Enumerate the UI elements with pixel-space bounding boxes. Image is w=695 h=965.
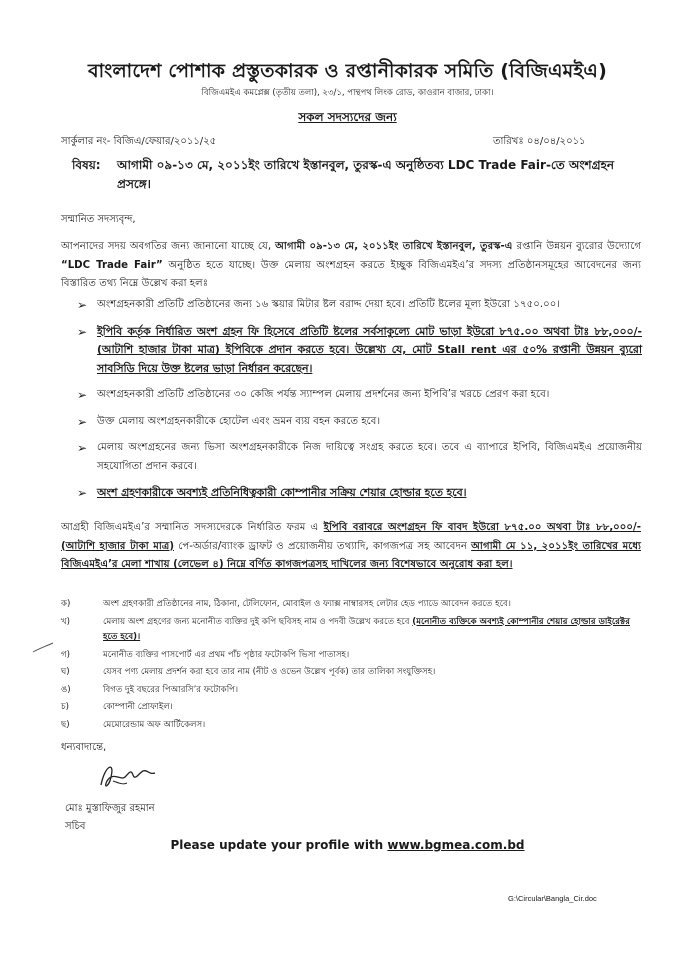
application-paragraph [61, 519, 641, 575]
item-marker: ঘ) [61, 667, 70, 677]
application-text-1: আগ্রহী বিজিএমইএ’র সম্মানিত সদস্যদেরকে নির্ধারিত ফরম এ [61, 522, 324, 533]
list-item [61, 683, 641, 699]
list-item [77, 484, 642, 503]
list-item [61, 597, 641, 613]
item-text: মেমোরেন্ডাম অফ আর্টিকেলস। [103, 719, 206, 730]
list-item [61, 648, 641, 664]
list-item-text: উক্ত মেলায় অংশগ্রহনকারীকে হোটেল এবং ভ্রমন ব্যয় বহন করতে হবে। [97, 415, 381, 427]
item-marker: খ) [61, 616, 70, 627]
arrow-bullet-icon: ➢ [77, 414, 88, 429]
application-fee: ইপিবি বরাবরে অংশগ্রহন ফি বাবদ ইউরো ৮৭৫.০০ অথবা টাঃ ৮৮,০০০/- (আটাশি হাজার টাকা মাত্র) [61, 522, 642, 552]
details-list [77, 296, 642, 511]
arrow-bullet-icon: ➢ [77, 486, 88, 500]
item-marker: ক) [61, 599, 71, 609]
intro-text-2: রপ্তানি উন্নয়ন ব্যুরোর উদ্যোগে [512, 241, 642, 252]
circular-date: তারিখঃ ০৪/০৪/২০১১ [493, 136, 586, 147]
list-item [77, 296, 642, 315]
closing-phrase: ধন্যবাদান্তে, [61, 742, 107, 753]
intro-event-name: “LDC Trade Fair” [61, 259, 163, 271]
intro-text-3: অনুষ্ঠিত হতে যাচ্ছে। উক্ত মেলায় অংশগ্রহন করতে ইচ্ছুক বিজিএমইএ’র সদস্য প্রতিষ্ঠানসমূহের আবেদনের জন্য বিস্তারিত তথ্য নিম্নে উল্লেখ করা হলঃ [61, 259, 642, 289]
list-item [77, 413, 642, 432]
list-item [61, 718, 641, 734]
list-item [61, 615, 641, 646]
item-text: মনোনীত ব্যক্তির পাসপোর্ট এর প্রথম পাঁচ পৃষ্ঠার ফটোকপি ভিসা পাতাসহ। [103, 649, 350, 660]
subject-label: বিষয়: [72, 158, 101, 172]
list-item [61, 700, 641, 716]
list-item-text: অংশ গ্রহণকারীকে অবশ্যই প্রতিনিধিত্বকারী কোম্পানীর সক্রিয় শেয়ার হোল্ডার হতে হবে। [97, 486, 467, 499]
audience-heading: সকল সদস্যদের জন্য [298, 110, 397, 124]
pen-mark-icon [32, 641, 54, 655]
intro-text-1: আপনাদের সদয় অবগতির জন্য জানানো যাচ্ছে যে, [61, 241, 276, 252]
item-text: বিগত দুই বছরের পিআরসি’র ফটোকপি। [103, 684, 239, 695]
intro-event-date: আগামী ০৯-১৩ মে, ২০১১ইং তারিখে ইস্তানবুল, তুরস্ক-এ [275, 241, 513, 252]
handwritten-signature-icon [93, 755, 163, 795]
organization-name: বাংলাদেশ পোশাক প্রস্তুতকারক ও রপ্তানীকারক সমিতি (বিজিএমইএ) [88, 60, 607, 82]
list-item [77, 439, 642, 476]
subject-text: আগামী ০৯-১৩ মে, ২০১১ইং তারিখে ইস্তানবুল, তুরস্ক-এ অনুষ্ঠিতব্য LDC Trade Fair-তে অংশগ্রহন প্রসঙ্গে। [117, 158, 615, 191]
footer-text: Please update your profile with [170, 838, 388, 852]
organization-address: বিজিএমইএ কমপ্লেক্স (তৃতীয় তলা), ২৩/১, পান্থপথ লিংক রোড, কাওরান বাজার, ঢাকা। [201, 88, 494, 98]
list-item [77, 386, 642, 405]
list-item-text: ইপিবি কর্তৃক নির্ধারিত অংশ গ্রহন ফি হিসেবে প্রতিটি ষ্টলের সর্বসাকুল্যে মোট ভাড়া ইউরো ৮৭৫.০০ অথবা টাঃ ৮৮,০০০/- (আটাশি হাজার টাকা মাত্র) ইপিবিকে প্রদান করতে হবে। উল্লেখ্য যে, মোট Stall rent এর ৫০% রপ্তানী উন্নয়ন ব্যুরো সাবসিডি দিয়ে উক্ত ষ্টলের ভাড়া নির্ধারন করেছেন। [97, 324, 642, 375]
arrow-bullet-icon: ➢ [77, 441, 88, 455]
arrow-bullet-icon: ➢ [77, 298, 88, 312]
circular-number: সার্কুলার নং- বিজিএ/ফেয়ার/২০১১/২৫ [61, 136, 217, 147]
intro-paragraph [61, 238, 641, 294]
item-text: অংশ গ্রহণকারী প্রতিষ্ঠানের নাম, ঠিকানা, টেলিফোন, মোবাইল ও ফ্যাক্স নাম্বারসহ লেটার হেড প্যাডে আবেদন করতে হবে। [103, 599, 511, 609]
file-path: G:\Circular\Bangla_Cir.doc [508, 894, 597, 903]
application-text-2: পে-অর্ডার/ব্যাংক ড্রাফট ও প্রয়োজনীয় তথ্যাদি, কাগজপত্র সহ আবেদন [173, 540, 472, 552]
item-marker: গ) [61, 649, 70, 660]
item-note: (মনোনীত ব্যক্তিকে অবশ্যই কোম্পানীর শেয়ার হোল্ডার ডাইরেক্টর হতে হবে)। [103, 616, 630, 642]
signatory [65, 800, 155, 836]
arrow-bullet-icon: ➢ [77, 324, 88, 339]
item-marker: ছ) [61, 719, 70, 730]
item-marker: চ) [61, 702, 69, 712]
list-item-text: অংশগ্রহনকারী প্রতিটি প্রতিষ্ঠানের জন্য ১৬ স্কয়ার মিটার ষ্টল বরাদ্দ দেয়া হবে। প্রতিটি ষ্টলের মূল্য ইউরো ১৭৫০.০০। [97, 299, 560, 310]
salutation: সম্মানিত সদস্যবৃন্দ, [61, 214, 136, 225]
list-item [61, 665, 641, 681]
item-text: কোম্পানী প্রোফাইল। [103, 702, 173, 712]
application-deadline: আগামী মে ১১, ২০১১ইং তারিখের মধ্যে বিজিএমইএ’র মেলা শাখায় (লেভেল ৪) নিম্নে বর্ণিত কাগজপত্রসহ দাখিলের জন্য বিশেষভাবে অনুরোধ করা হল। [61, 540, 641, 570]
item-text: যেসব পণ্য মেলায় প্রদর্শন করা হবে তার নাম (নীট ও ওভেন উল্লেখ পূর্বক) তার তালিকা সংযুক্তিসহ। [103, 667, 436, 677]
item-text: মেলায় অংশ গ্রহণের জন্য মনোনীত ব্যক্তির দুই কপি ছবিসহ নাম ও পদবী উল্লেখ করতে হবে [103, 616, 413, 627]
item-marker: ঙ) [61, 684, 71, 695]
required-documents-list [61, 597, 641, 735]
arrow-bullet-icon: ➢ [77, 388, 88, 402]
list-item-text: অংশগ্রহনকারী প্রতিটি প্রতিষ্ঠানের ৩০ কেজি পর্যন্ত স্যাম্পল মেলায় প্রদর্শনের জন্য ইপিবি’র খরচে প্রেরণ করা হবে। [97, 389, 550, 400]
footer-note [0, 838, 695, 852]
signatory-name: মোঃ মুস্তাফিজুর রহমান [65, 803, 155, 814]
signatory-title: সচিব [65, 821, 86, 832]
list-item-text: মেলায় অংশগ্রহনের জন্য ভিসা অংশগ্রহনকারীকে নিজ দায়িত্বে সংগ্রহ করতে হবে। তবে এ ব্যাপারে ইপিবি, বিজিএমইএ প্রয়োজনীয় সহযোগিতা প্রদান করবে। [97, 442, 642, 472]
website-link[interactable]: www.bgmea.com.bd [387, 838, 525, 852]
list-item [77, 323, 642, 379]
